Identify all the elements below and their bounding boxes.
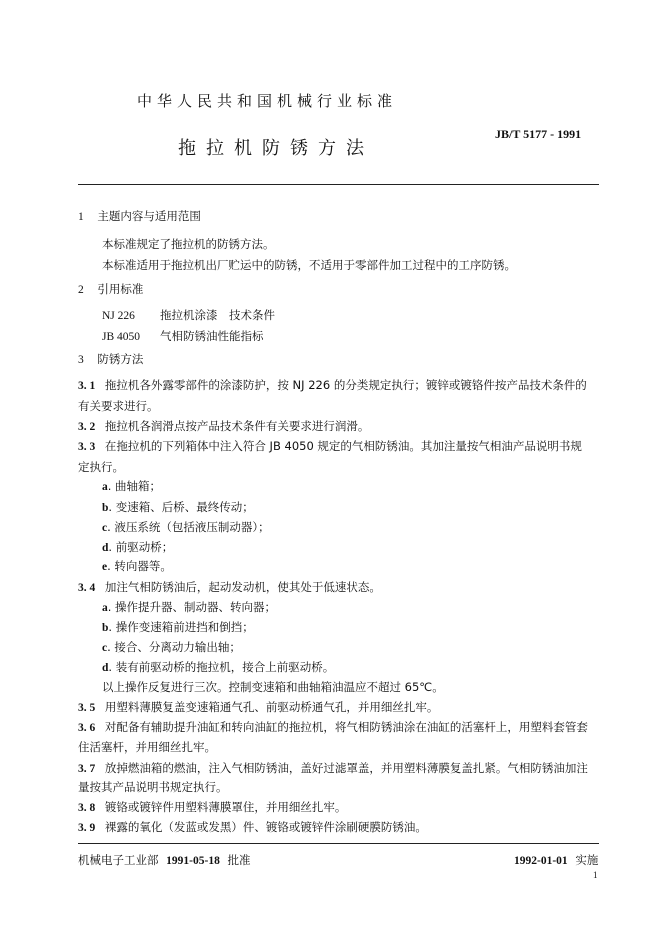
clause-3-4-note: 以上操作反复进行三次。控制变速箱和曲轴箱油温应不超过 65℃。 [102,680,444,694]
list-item-label: b [102,622,109,634]
section-number: 2 [78,284,84,296]
list-item-label: b [102,502,109,514]
clause-3-7-continued: 量按其产品说明书规定执行。 [78,780,228,794]
section-1-paragraph: 本标准规定了拖拉机的防锈方法。 [102,237,275,251]
list-item [102,640,241,655]
clause-3-9 [78,820,427,835]
approval-word: 批准 [227,853,251,867]
approval-line [78,852,250,868]
list-item-text: . 操作变速箱前进挡和倒挡； [108,620,254,634]
list-item [102,540,173,555]
implementation-word: 实施 [575,853,599,867]
list-item-label: e [102,561,108,573]
reference-name: 拖拉机涂漆 技术条件 [160,308,275,322]
clause-3-2 [78,419,369,434]
reference-code: NJ 226 [102,310,135,322]
clause-number: 3. 2 [78,421,96,433]
clause-text: 用塑料薄膜复盖变速箱通气孔、前驱动桥通气孔，并用细丝扎牢。 [104,700,439,714]
list-item-label: c [102,522,108,534]
clause-text: 加注气相防锈油后，起动发动机，使其处于低速状态。 [104,580,381,594]
section-3-heading [78,352,143,367]
list-item-text: . 转向器等。 [107,559,172,573]
list-item-label: a [102,481,108,493]
clause-number: 3. 9 [78,822,96,834]
section-title: 防锈方法 [97,352,144,366]
clause-number: 3. 1 [78,380,96,392]
reference-item [102,308,275,323]
list-item-text: . 接合、分离动力输出轴； [107,640,241,654]
list-item [102,620,254,635]
approval-org: 机械电子工业部 [78,853,159,867]
clause-3-1-continued: 有关要求进行。 [78,399,159,413]
list-item [102,660,334,675]
list-item [102,479,161,494]
implementation-date: 1992-01-01 [514,855,568,867]
clause-3-8 [78,800,346,815]
footer-divider [78,843,599,844]
reference-name: 气相防锈油性能指标 [160,329,264,343]
section-number: 3 [78,354,84,366]
clause-number: 3. 8 [78,802,96,814]
clause-text: 拖拉机各润滑点按产品技术条件有关要求进行润滑。 [104,419,370,433]
list-item-text: . 操作提升器、制动器、转向器； [107,600,277,614]
clause-text: 放掉燃油箱的燃油，注入气相防锈油，盖好过滤罩盖，并用塑料薄膜复盖扎紧。气相防锈油加注 [104,761,588,775]
list-item [102,520,270,535]
clause-3-4 [78,580,381,595]
clause-text: 在拖拉机的下列箱体中注入符合 JB 4050 规定的气相防锈油。其加注量按气相油产品说明书规 [104,439,582,453]
reference-item [102,329,264,344]
clause-text: 拖拉机各外露零部件的涂漆防护，按 NJ 226 的分类规定执行；镀锌或镀铬件按产品技术条件的 [104,378,587,392]
clause-3-5 [78,700,438,715]
list-item-text: . 装有前驱动桥的拖拉机，接合上前驱动桥。 [108,660,335,674]
page-number: 1 [593,870,598,880]
clause-number: 3. 4 [78,582,96,594]
list-item [102,500,254,515]
list-item-label: c [102,642,108,654]
standard-code: JB/T 5177 - 1991 [495,127,582,141]
list-item [102,600,276,615]
clause-3-3 [78,439,582,454]
section-number: 1 [78,211,84,223]
clause-3-7 [78,761,588,776]
list-item-text: . 曲轴箱； [107,479,162,493]
header-divider [78,184,599,185]
list-item-label: d [102,662,109,674]
list-item-label: a [102,602,108,614]
clause-3-6 [78,720,588,735]
clause-3-1 [78,378,587,393]
clause-text: 裸露的氧化（发蓝或发黑）件、镀铬或镀锌件涂刷硬膜防锈油。 [104,820,427,834]
clause-3-3-continued: 定执行。 [78,460,124,474]
section-1-heading [78,209,201,224]
standard-org-title: 中华人民共和国机械行业标准 [137,92,398,110]
section-title: 引用标准 [97,282,144,296]
clause-number: 3. 7 [78,763,96,775]
document-title: 拖拉机防锈方法 [178,138,374,159]
clause-number: 3. 5 [78,702,96,714]
list-item-text: . 变速箱、后桥、最终传动； [108,500,254,514]
section-1-paragraph: 本标准适用于拖拉机出厂贮运中的防锈，不适用于零部件加工过程中的工序防锈。 [102,258,516,272]
list-item-label: d [102,542,109,554]
clause-number: 3. 6 [78,722,96,734]
section-2-heading [78,282,143,297]
clause-text: 对配备有辅助提升油缸和转向油缸的拖拉机，将气相防锈油涂在油缸的活塞杆上，用塑料套管套 [104,720,588,734]
list-item-text: . 液压系统（包括液压制动器）； [107,520,270,534]
clause-3-6-continued: 住活塞杆，并用细丝扎牢。 [78,740,216,754]
implementation-line [514,852,598,868]
approval-date: 1991-05-18 [166,855,220,867]
list-item-text: . 前驱动桥； [108,540,174,554]
clause-text: 镀铬或镀锌件用塑料薄膜罩住，并用细丝扎牢。 [104,800,347,814]
list-item [102,559,172,574]
section-title: 主题内容与适用范围 [97,209,201,223]
reference-code: JB 4050 [102,331,141,343]
clause-number: 3. 3 [78,441,96,453]
